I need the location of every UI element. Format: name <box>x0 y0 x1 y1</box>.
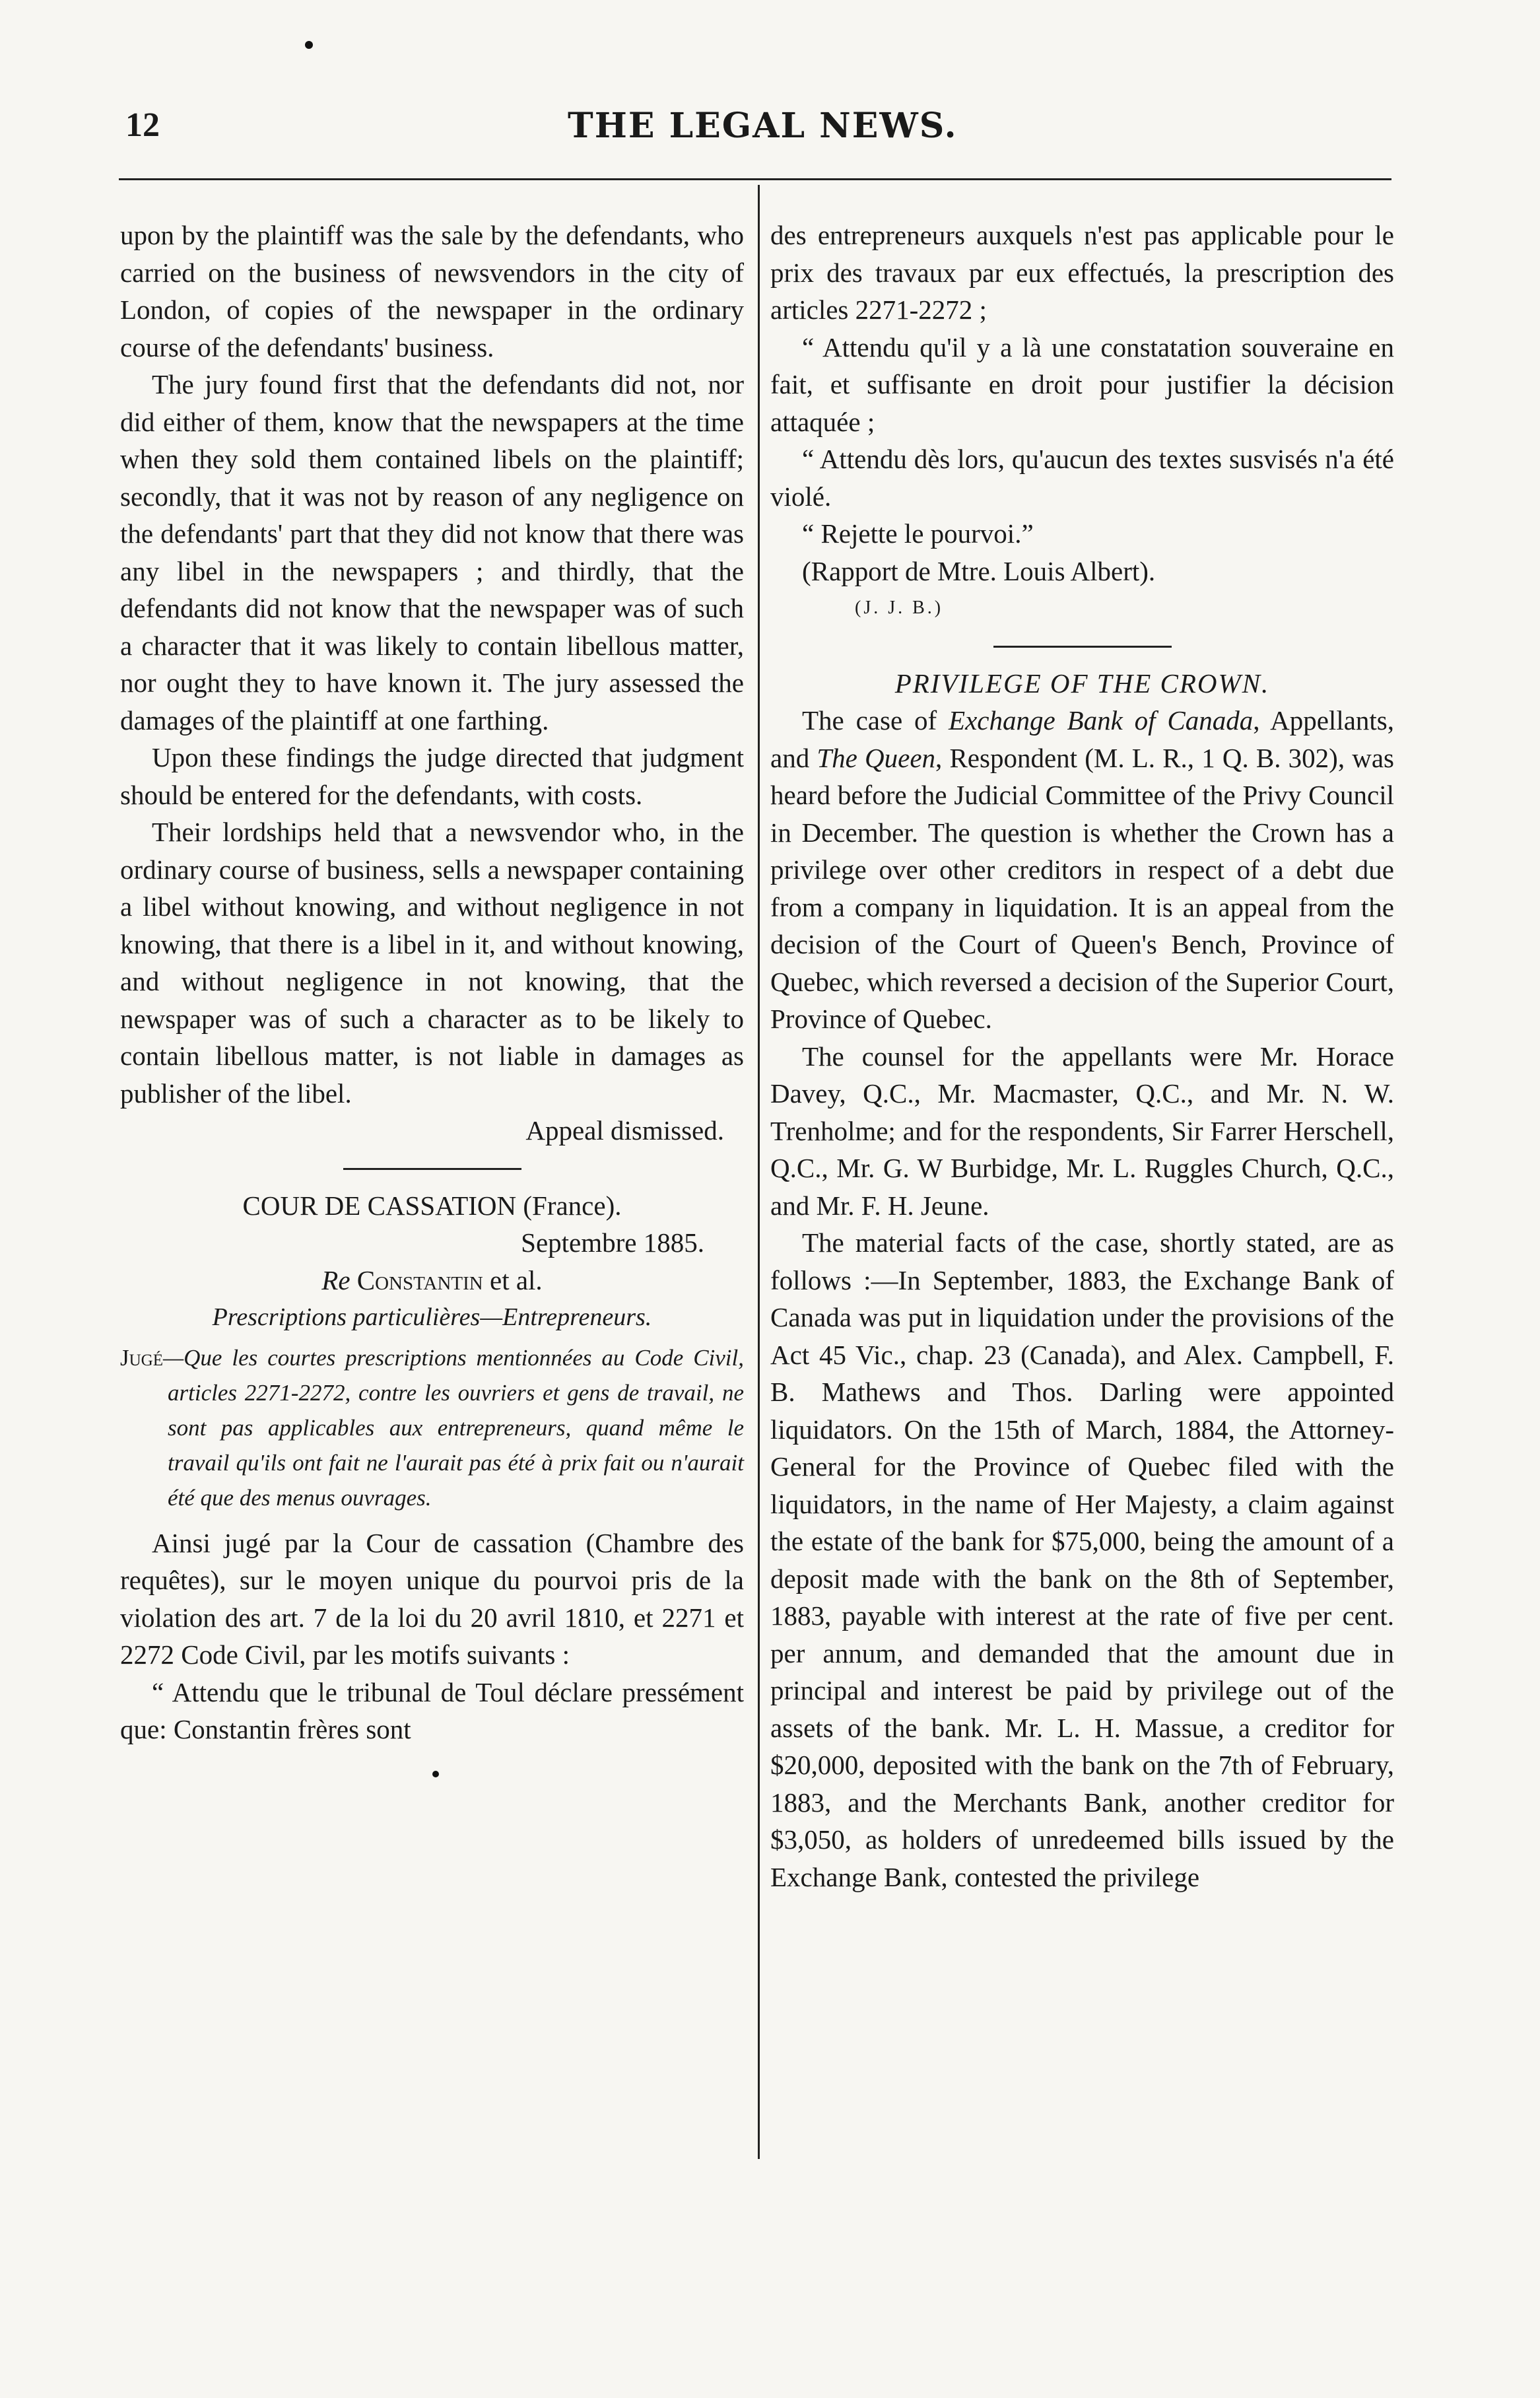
paragraph: Upon these findings the judge directed that judgment should be entered for the defendants, with costs. <box>120 742 744 810</box>
case-subject: Prescriptions particulières—Entrepreneurs. <box>212 1303 652 1331</box>
court-date: Septembre 1885. <box>521 1227 704 1258</box>
case-caption <box>120 1262 744 1299</box>
holding-text: —Que les courtes prescriptions mentionnées au Code Civil, articles 2271-2272, contre les ouvriers et gens de travail, ne sont pas applicables aux entrepreneurs, quand même le travail qu'ils ont fait ne l'aurait pas été à prix fait ou n'aurait été que des menus ouvrages. <box>163 1344 744 1511</box>
case-party: Constantin <box>356 1264 483 1295</box>
paragraph: “ Rejette le pourvoi.” <box>802 518 1034 549</box>
case-name: The Queen <box>817 742 936 773</box>
paragraph: “ Attendu que le tribunal de Toul déclare pressément que: Constantin frères sont <box>120 1676 744 1744</box>
running-title: THE LEGAL NEWS. <box>568 106 958 146</box>
paragraph: des entrepreneurs auxquels n'est pas applicable pour le prix des travaux par eux effectués, la prescription des articles 2271-2272 ; <box>770 220 1394 325</box>
ink-speck <box>432 1771 439 1777</box>
page-number: 12 <box>125 106 160 144</box>
text-run: , Respondent (M. L. R., 1 Q. B. 302), was heard before the Judicial Committee of the Privy Council in December. The question is whether the Crown has a privilege over other creditors in respect of a debt due from a company in liquidation. It is an appeal from the decision of the Court of Queen's Bench, Province of Quebec, which reversed a decision of the Superior Court, Province of Quebec. <box>770 742 1394 1034</box>
section-title: PRIVILEGE OF THE CROWN. <box>894 668 1270 699</box>
left-column <box>120 217 744 1748</box>
column-divider <box>758 185 760 2159</box>
paragraph: The jury found first that the defendants did not, nor did either of them, know that the newspapers at the time when they sold them contained libels on the plaintiff; secondly, that it was not by reason of any negligence on the defendants' part that they did not know that there was any libel in the newspapers ; and thirdly, that the defendants did not know that the newspaper was of such a character that it was likely to contain libellous matter, nor ought they to have known it. The jury assessed the damages of the plaintiff at one farthing. <box>120 369 744 736</box>
court-title: COUR DE CASSATION (France). <box>242 1190 622 1221</box>
text-run: The case of <box>802 705 949 736</box>
paragraph: “ Attendu dès lors, qu'aucun des textes susvisés n'a été violé. <box>770 444 1394 512</box>
report-credit: (Rapport de Mtre. Louis Albert). <box>802 555 1156 586</box>
paragraph: “ Attendu qu'il y a là une constatation souveraine en fait, et suffisante en droit pour justifier la décision attaquée ; <box>770 331 1394 437</box>
ink-speck <box>305 41 313 49</box>
case-name: Exchange Bank of Canada <box>949 705 1254 736</box>
appeal-result: Appeal dismissed. <box>525 1115 724 1146</box>
holding <box>120 1340 744 1515</box>
case-re: Re <box>321 1264 351 1295</box>
paragraph <box>770 702 1394 1038</box>
section-rule <box>993 646 1172 648</box>
header-rule <box>119 178 1391 180</box>
paragraph: Their lordships held that a newsvendor who, in the ordinary course of business, sells a newspaper containing a libel without knowing, and without negligence in not knowing, that there is a libel in it, and without knowing, and without negligence in not knowing, that the newspaper was of such a character as to be likely to contain libellous matter, is not liable in damages as publisher of the libel. <box>120 817 744 1109</box>
text-run: , Appellants, and <box>770 705 1395 773</box>
section-rule <box>343 1168 521 1170</box>
paragraph: Ainsi jugé par la Cour de cassation (Chambre des requêtes), sur le moyen unique du pourvoi pris de la violation des art. 7 de la loi du 20 avril 1810, et 2271 et 2272 Code Civil, par les motifs suivants : <box>120 1527 744 1670</box>
case-suffix: et al. <box>490 1264 543 1295</box>
author-initials: (J. J. B.) <box>855 598 944 618</box>
paragraph: upon by the plaintiff was the sale by the defendants, who carried on the business of newsvendors in the city of London, of copies of the newspaper in the ordinary course of the defendants' business. <box>120 220 744 362</box>
paragraph: The material facts of the case, shortly stated, are as follows :—In September, 1883, the Exchange Bank of Canada was put in liquidation under the provisions of the Act 45 Vic., chap. 23 (Canada), and Alex. Campbell, F. B. Mathews and Thos. Darling were appointed liquidators. On the 15th of March, 1884, the Attorney-General for the Province of Quebec filed with the liquidators, in the name of Her Majesty, a claim against the estate of the bank for $75,000, being the amount of a deposit made with the bank on the 8th of September, 1883, payable with interest at the rate of five per cent. per annum, and demanded that the amount due in principal and interest be paid by privilege out of the assets of the bank. Mr. L. H. Massue, a creditor for $20,000, deposited with the bank on the 7th of February, 1883, and the Merchants Bank, another creditor for $3,050, as holders of unredeemed bills issued by the Exchange Bank, contested the privilege <box>770 1227 1394 1892</box>
right-column <box>770 217 1394 1896</box>
holding-lead: Jugé <box>120 1344 163 1371</box>
paragraph: The counsel for the appellants were Mr. Horace Davey, Q.C., Mr. Macmaster, Q.C., and Mr. N. W. Trenholme; and for the respondents, Sir Farrer Herschell, Q.C., Mr. G. W Burbidge, Mr. L. Ruggles Church, Q.C., and Mr. F. H. Jeune. <box>770 1041 1394 1221</box>
